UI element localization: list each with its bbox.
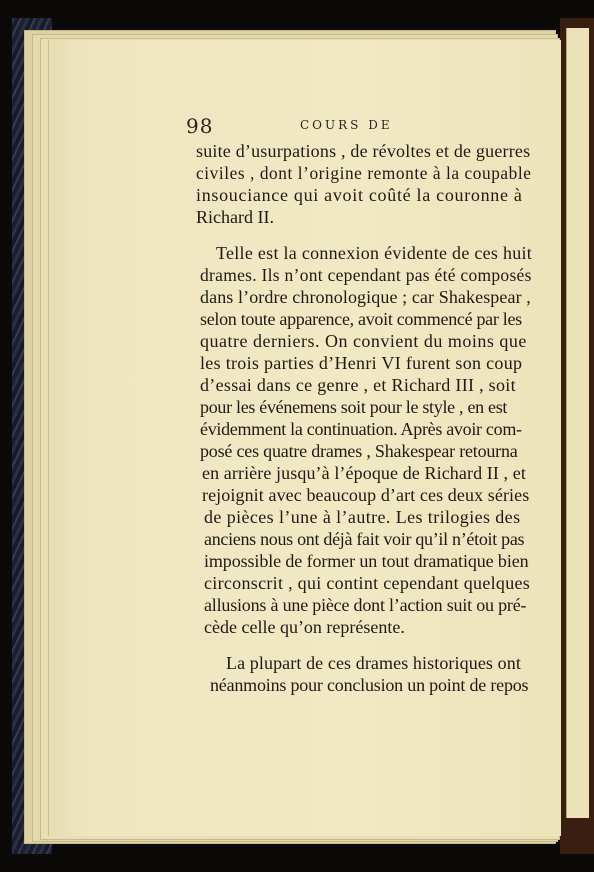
text-line: Richard II. xyxy=(196,207,274,227)
text-line: allusions à une pièce dont l’action suit ou pré- xyxy=(204,595,527,615)
text-line: de pièces l’une à l’autre. Les trilogies des xyxy=(204,507,521,527)
text-line: suite d’usurpations , de révoltes et de guerres xyxy=(196,141,531,161)
text-line: pour les événemens soit pour le style , en est xyxy=(200,397,508,417)
text-line: cède celle qu’on représente. xyxy=(204,617,405,637)
page-number: 98 xyxy=(186,114,214,138)
text-line: posé ces quatre drames , Shakespear retourna xyxy=(200,441,518,461)
text-line: rejoignit avec beaucoup d’art ces deux séries xyxy=(202,485,530,505)
text-line: La plupart de ces drames historiques ont xyxy=(226,653,521,673)
facing-page-edge xyxy=(566,28,589,818)
text-line: évidemment la continuation. Après avoir com- xyxy=(200,419,522,439)
text-line: civiles , dont l’origine remonte à la coupable xyxy=(196,163,532,183)
running-head: COURS DE xyxy=(300,118,393,132)
text-line: drames. Ils n’ont cependant pas été composés xyxy=(200,265,532,285)
text-line: en arrière jusqu’à l’époque de Richard II , et xyxy=(202,463,526,483)
text-line: circonscrit , qui contint cependant quelques xyxy=(204,573,531,593)
text-line: Telle est la connexion évidente de ces huit xyxy=(216,243,533,263)
text-line: selon toute apparence, avoit commencé par les xyxy=(200,309,522,329)
text-line: dans l’ordre chronologique ; car Shakespear , xyxy=(200,287,531,307)
text-line: anciens nous ont déjà fait voir qu’il n’étoit pas xyxy=(204,529,525,549)
text-line: néanmoins pour conclusion un point de repos xyxy=(210,675,529,695)
text-line: impossible de former un tout dramatique bien xyxy=(204,551,529,571)
text-line: d’essai dans ce genre , et Richard III , soit xyxy=(200,375,516,395)
text-line: quatre derniers. On convient du moins que xyxy=(200,331,527,351)
text-line: insouciance qui avoit coûté la couronne à xyxy=(196,185,523,205)
text-line: les trois parties d’Henri VI furent son coup xyxy=(200,353,523,373)
